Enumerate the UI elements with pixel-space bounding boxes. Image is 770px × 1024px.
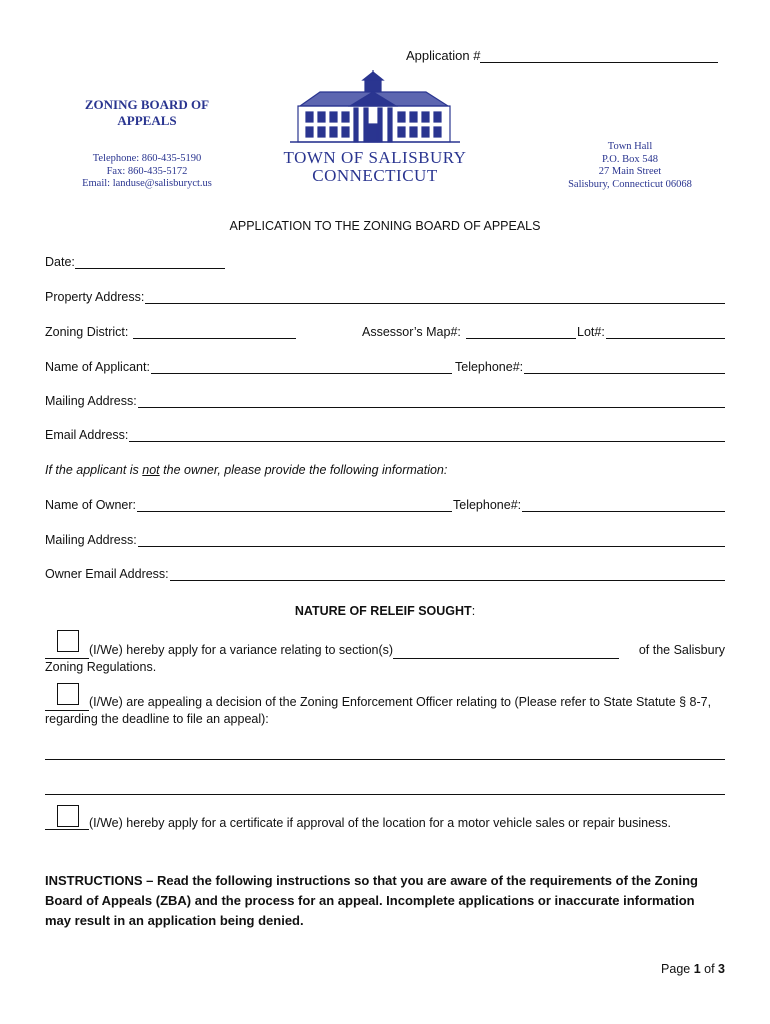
- certificate-stub-line: [45, 817, 89, 830]
- zoning-district-line: [133, 326, 296, 339]
- instructions-line3: may result in an application being denied.: [45, 913, 304, 928]
- application-number-line: [480, 50, 718, 63]
- email-address-field[interactable]: [45, 428, 725, 442]
- owner-mailing-line: [138, 534, 725, 547]
- owner-telephone-field[interactable]: [453, 498, 725, 512]
- page-word: Page: [661, 962, 694, 976]
- zoning-district-label: Zoning District:: [45, 325, 129, 339]
- applicant-name-label: Name of Applicant:: [45, 360, 150, 374]
- page-number: [661, 962, 725, 976]
- variance-option: [45, 642, 725, 676]
- instructions-line2: Board of Appeals (ZBA) and the process for an appeal. Incomplete applications or inaccurate information: [45, 893, 695, 908]
- property-address-label: Property Address:: [45, 290, 145, 304]
- assessors-map-field[interactable]: [362, 325, 576, 339]
- page-current: 1: [693, 962, 701, 976]
- page-of: of: [700, 962, 719, 976]
- appeal-text-line2: regarding the deadline to file an appeal):: [45, 712, 269, 726]
- applicant-name-field[interactable]: [45, 360, 452, 374]
- assessors-map-label: Assessor’s Map#:: [362, 325, 461, 339]
- owner-email-label: Owner Email Address:: [45, 567, 169, 581]
- owner-name-label: Name of Owner:: [45, 498, 137, 512]
- town-hall-logo: [290, 70, 460, 146]
- form-title: APPLICATION TO THE ZONING BOARD OF APPEALS: [229, 219, 541, 233]
- address-line4: Salisbury, Connecticut 06068: [568, 178, 692, 190]
- appeal-text-line1: (I/We) are appealing a decision of the Zoning Enforcement Officer relating to (Please refer to State Statute § 8-7,: [89, 695, 712, 709]
- lot-field[interactable]: [577, 325, 725, 339]
- owner-note-not: not: [142, 463, 160, 477]
- property-address-field[interactable]: [45, 290, 725, 304]
- owner-mailing-label: Mailing Address:: [45, 533, 137, 547]
- variance-suffix: of the Salisbury: [638, 643, 725, 657]
- appeal-stub-line: [45, 698, 89, 711]
- property-address-line: [145, 291, 725, 304]
- owner-note: [45, 463, 447, 477]
- owner-name-line: [137, 499, 452, 512]
- telephone-text: Telephone: 860-435-5190: [92, 153, 202, 164]
- owner-note-suffix: the owner, please provide the following information:: [159, 463, 448, 477]
- relief-heading-colon: :: [471, 604, 476, 618]
- contact-info: [80, 153, 214, 191]
- appeal-option: [45, 694, 735, 728]
- town-name-line1: TOWN OF SALISBURY: [283, 148, 467, 167]
- certificate-text: (I/We) hereby apply for a certificate if approval of the location for a motor vehicle sales or repair business.: [89, 816, 671, 830]
- owner-telephone-label: Telephone#:: [453, 498, 522, 512]
- date-field[interactable]: [45, 255, 225, 269]
- mailing-address-label: Mailing Address:: [45, 394, 137, 408]
- address-line3: 27 Main Street: [598, 166, 662, 177]
- appeal-answer-line2[interactable]: [45, 794, 725, 795]
- relief-heading: [0, 604, 770, 618]
- owner-note-prefix: If the applicant is: [45, 463, 143, 477]
- owner-mailing-field[interactable]: [45, 533, 725, 547]
- variance-stub-line: [45, 646, 89, 659]
- mailing-address-field[interactable]: [45, 394, 725, 408]
- variance-section-line: [393, 646, 619, 659]
- variance-line2: Zoning Regulations.: [45, 660, 157, 674]
- email-text: Email: landuse@salisburyct.us: [82, 178, 212, 189]
- certificate-option: [45, 816, 671, 830]
- owner-email-line: [170, 568, 725, 581]
- owner-name-field[interactable]: [45, 498, 452, 512]
- fax-text: Fax: 860-435-5172: [106, 165, 188, 177]
- date-label: Date:: [45, 255, 75, 269]
- address-line2: P.O. Box 548: [601, 153, 658, 165]
- mailing-info: [558, 141, 702, 191]
- owner-email-field[interactable]: [45, 567, 725, 581]
- appeal-answer-line1[interactable]: [45, 759, 725, 760]
- email-address-line: [129, 429, 725, 442]
- applicant-telephone-label: Telephone#:: [455, 360, 524, 374]
- lot-line: [606, 326, 725, 339]
- relief-heading-text: NATURE OF RELEIF SOUGHT: [294, 604, 472, 618]
- application-number-field[interactable]: [406, 48, 718, 63]
- lot-label: Lot#:: [577, 325, 605, 339]
- board-name: [82, 97, 212, 129]
- date-line: [75, 256, 225, 269]
- assessors-map-line: [466, 326, 576, 339]
- board-name-line2: APPEALS: [117, 113, 177, 128]
- mailing-address-line: [138, 395, 725, 408]
- email-address-label: Email Address:: [45, 428, 129, 442]
- instructions-line1: INSTRUCTIONS – Read the following instructions so that you are aware of the requirements of the Zoning: [45, 873, 698, 888]
- town-name-line2: CONNECTICUT: [312, 166, 438, 185]
- applicant-name-line: [151, 361, 452, 374]
- variance-text: (I/We) hereby apply for a variance relating to section(s): [89, 643, 394, 657]
- instructions: [45, 871, 735, 931]
- town-name: [268, 149, 482, 185]
- address-line1: Town Hall: [607, 141, 653, 152]
- applicant-telephone-line: [524, 361, 725, 374]
- page-total: 3: [718, 962, 725, 976]
- owner-telephone-line: [522, 499, 725, 512]
- application-number-label: Application #: [406, 48, 481, 63]
- applicant-telephone-field[interactable]: [455, 360, 725, 374]
- zoning-district-field[interactable]: [45, 325, 296, 339]
- board-name-line1: ZONING BOARD OF: [84, 97, 210, 112]
